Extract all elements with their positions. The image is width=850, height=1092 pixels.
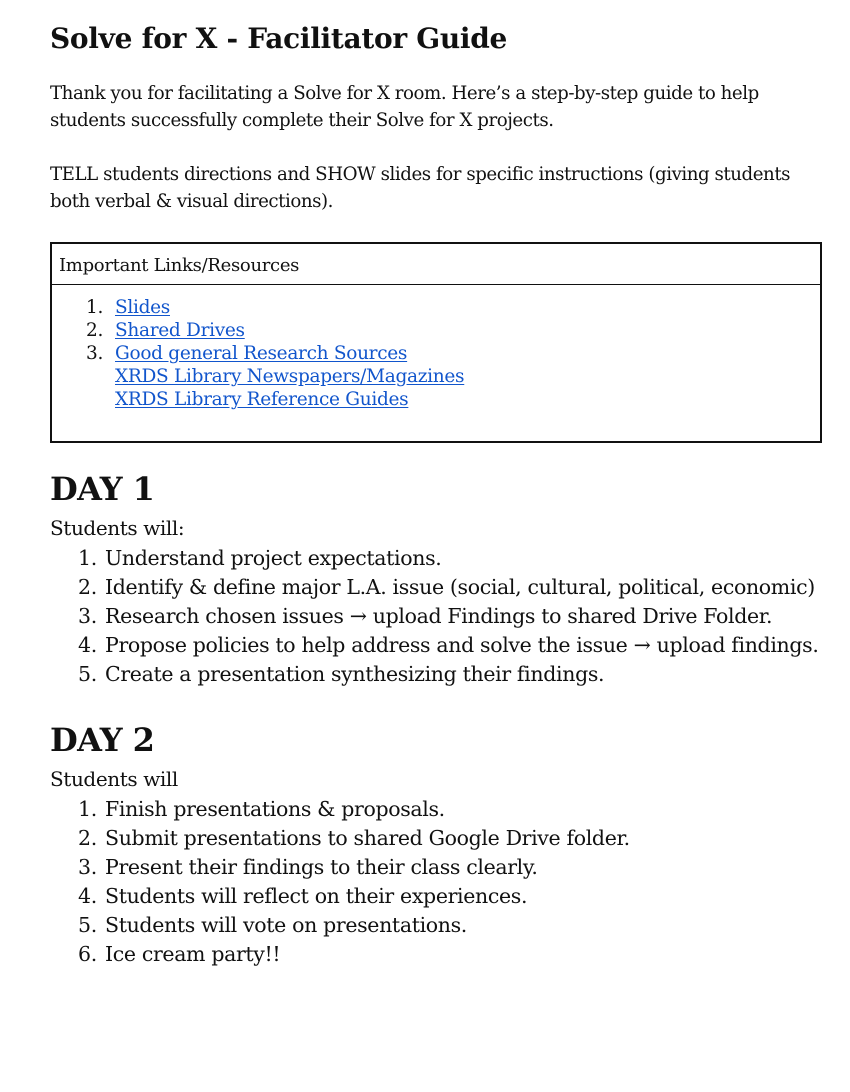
list-item [78,853,630,882]
list-item [78,795,630,824]
list-number: 5. [78,662,97,687]
list-item [78,602,819,631]
resource-number: 2. [86,320,104,341]
resource-item-shared-drives [86,319,464,342]
list-number: 6. [78,942,97,967]
resource-item-research-sources [86,342,464,365]
list-item [78,544,819,573]
day-2-intro: Students will [50,767,178,791]
reference-guides-link[interactable]: XRDS Library Reference Guides [115,389,409,410]
list-number: 2. [78,575,97,600]
research-sources-link[interactable]: Good general Research Sources [115,343,408,364]
resources-heading: Important Links/Resources [52,244,820,285]
list-item [78,824,630,853]
list-item [78,631,819,660]
list-text: Submit presentations to shared Google Drive folder. [105,826,630,851]
intro-paragraph-directions: TELL students directions and SHOW slides for specific instructions (giving students both verbal & visual directions). [50,164,791,212]
list-number: 4. [78,884,97,909]
resource-number: 1. [86,297,104,318]
newspapers-magazines-link[interactable]: XRDS Library Newspapers/Magazines [115,366,465,387]
list-number: 1. [78,546,97,570]
list-item [78,882,630,911]
day-2-heading: DAY 2 [50,721,155,759]
resources-list [86,296,464,411]
resource-number: 3. [86,343,104,364]
list-item [78,940,630,969]
slides-link[interactable]: Slides [115,297,170,318]
list-number: 4. [78,633,97,658]
list-number: 3. [78,604,97,629]
list-text: Propose policies to help address and solve the issue → upload findings. [105,633,819,658]
day-1-intro: Students will: [50,516,185,540]
page-title: Solve for X - Facilitator Guide [50,22,508,55]
list-text: Present their findings to their class clearly. [105,855,538,880]
day-2-task-list [78,795,630,970]
list-text: Research chosen issues → upload Findings to shared Drive Folder. [105,604,773,629]
list-text: Finish presentations & proposals. [105,797,445,821]
list-number: 3. [78,855,97,880]
resource-item-slides [86,296,464,319]
day-1-task-list [78,544,819,689]
list-text: Ice cream party!! [105,942,281,967]
list-text: Students will reflect on their experiences. [105,884,528,909]
list-text: Create a presentation synthesizing their findings. [105,662,605,687]
list-number: 2. [78,826,97,851]
resources-table [50,242,822,443]
day-1-heading: DAY 1 [50,470,155,508]
intro-paragraph-thanks: Thank you for facilitating a Solve for X room. Here’s a step-by-step guide to help students successfully complete their Solve for X projects. [50,83,759,131]
list-number: 5. [78,913,97,938]
resource-item-reference-guides [86,388,464,411]
resource-item-newspapers [86,365,464,388]
list-text: Understand project expectations. [105,546,442,570]
list-item [78,573,819,602]
list-number: 1. [78,797,97,821]
list-item [78,911,630,940]
list-text: Students will vote on presentations. [105,913,467,938]
list-item [78,660,819,689]
shared-drives-link[interactable]: Shared Drives [115,320,245,341]
list-text: Identify & define major L.A. issue (social, cultural, political, economic) [105,575,815,600]
